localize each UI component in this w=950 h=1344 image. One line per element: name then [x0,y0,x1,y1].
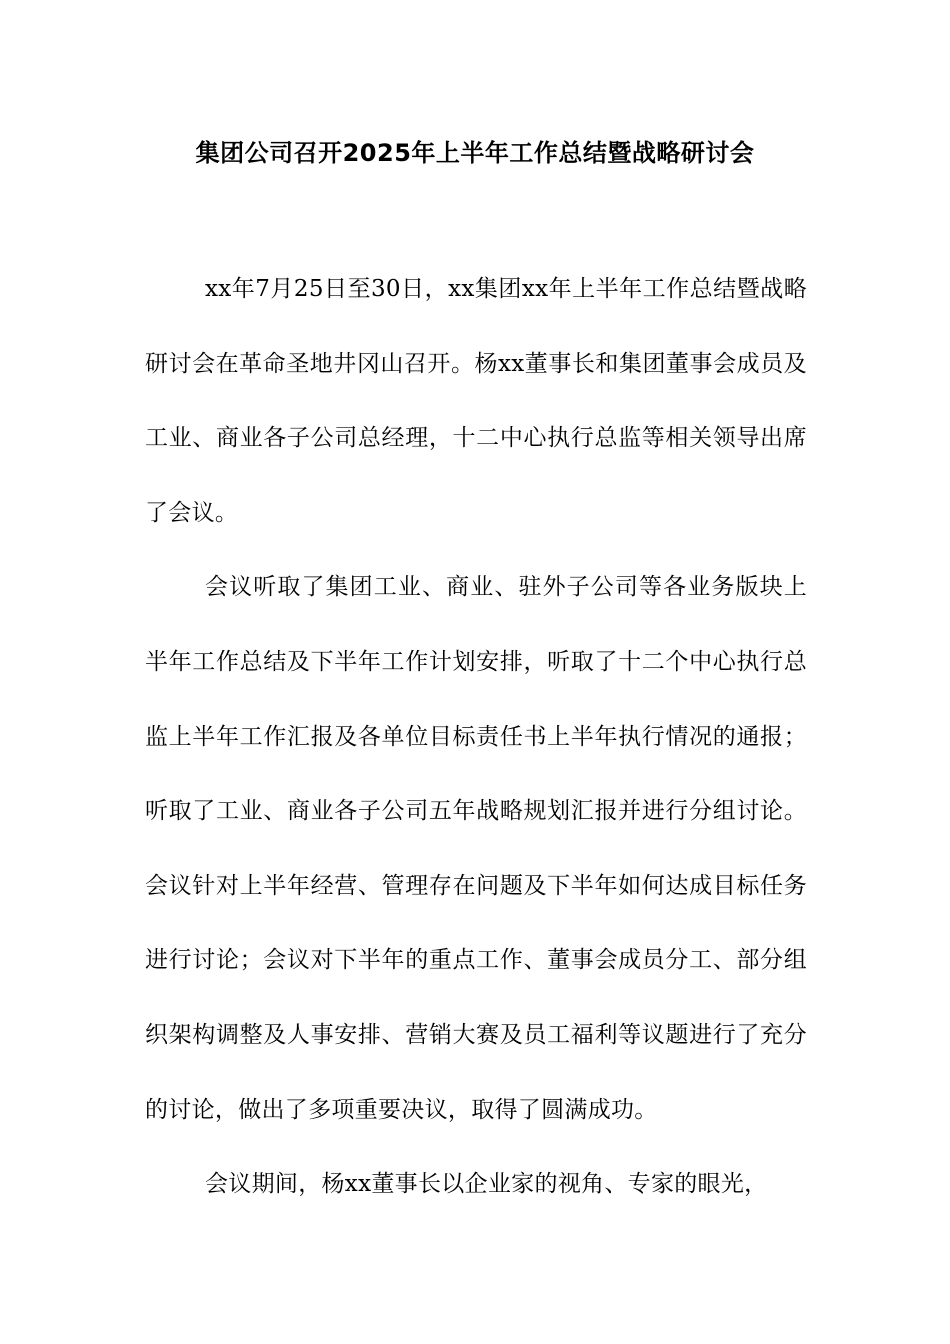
paragraph-2: 会议听取了集团工业、商业、驻外子公司等各业务版块上半年工作总结及下半年工作计划安排，听取了十二个中心执行总监上半年工作汇报及各单位目标责任书上半年执行情况的通报；听取了工业、商业各子公司五年战略规划汇报并进行分组讨论。会议针对上半年经营、管理存在问题及下半年如何达成目标任务进行讨论；会议对下半年的重点工作、董事会成员分工、部分组织架构调整及人事安排、营销大赛及员工福利等议题进行了充分的讨论，做出了多项重要决议，取得了圆满成功。 [145,574,807,1123]
paragraph-3: 会议期间，杨xx董事长以企业家的视角、专家的眼光， [205,1171,768,1198]
document-body [145,252,807,1222]
document-title: 集团公司召开2025年上半年工作总结暨战略研讨会 [195,139,755,167]
paragraph-1: xx年7月25日至30日，xx集团xx年上半年工作总结暨战略研讨会在革命圣地井冈山召开。杨xx董事长和集团董事会成员及工业、商业各子公司总经理，十二中心执行总监等相关领导出席了会议。 [145,276,807,526]
